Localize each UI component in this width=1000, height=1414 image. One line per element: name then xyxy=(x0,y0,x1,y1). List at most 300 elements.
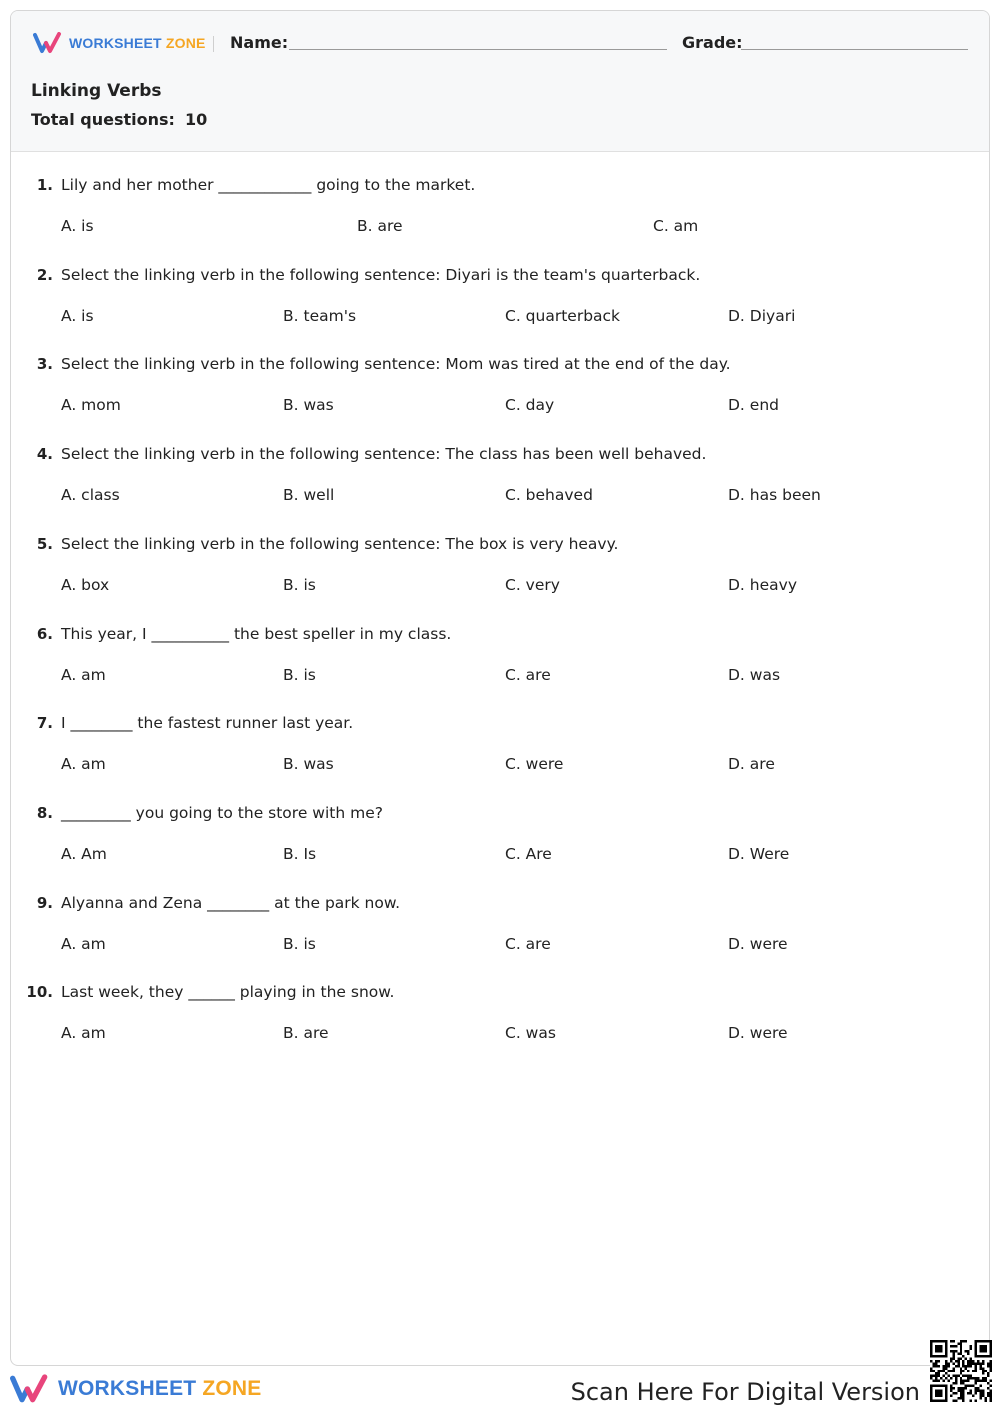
qr-module xyxy=(935,1362,937,1364)
qr-module xyxy=(970,1347,972,1349)
qr-module xyxy=(962,1340,964,1342)
qr-module xyxy=(960,1390,962,1392)
answer-option[interactable]: C. are xyxy=(505,934,551,953)
qr-module xyxy=(977,1387,979,1389)
name-label: Name: xyxy=(230,33,289,52)
qr-module xyxy=(985,1380,987,1382)
qr-module xyxy=(990,1397,992,1399)
question-number: 5. xyxy=(36,534,53,553)
qr-module xyxy=(945,1367,947,1369)
qr-module xyxy=(960,1342,962,1344)
qr-module xyxy=(930,1370,932,1372)
qr-module xyxy=(955,1380,957,1382)
qr-module xyxy=(982,1392,984,1394)
page-footer xyxy=(0,1366,1000,1414)
qr-module xyxy=(982,1390,984,1392)
qr-module xyxy=(932,1370,934,1372)
worksheetzone-logo-icon xyxy=(33,32,63,54)
qr-module xyxy=(950,1377,952,1379)
qr-module xyxy=(982,1395,984,1397)
qr-module xyxy=(972,1395,974,1397)
qr-module xyxy=(935,1365,937,1367)
qr-module xyxy=(967,1380,969,1382)
qr-module xyxy=(990,1400,992,1402)
qr-module xyxy=(970,1385,972,1387)
qr-module xyxy=(985,1370,987,1372)
qr-module xyxy=(952,1367,954,1369)
answer-option[interactable]: D. end xyxy=(728,396,779,415)
answer-option[interactable]: C. very xyxy=(505,575,560,594)
qr-module xyxy=(965,1387,967,1389)
qr-module xyxy=(955,1392,957,1394)
qr-module xyxy=(960,1370,962,1372)
grade-label: Grade: xyxy=(682,33,743,52)
qr-module xyxy=(957,1357,959,1359)
qr-module xyxy=(937,1370,939,1372)
qr-module xyxy=(952,1350,954,1352)
qr-module xyxy=(962,1400,964,1402)
qr-module xyxy=(975,1400,977,1402)
qr-module xyxy=(977,1380,979,1382)
qr-module xyxy=(967,1365,969,1367)
qr-module xyxy=(960,1372,962,1374)
qr-module xyxy=(952,1392,954,1394)
qr-module xyxy=(950,1340,952,1342)
qr-module xyxy=(962,1365,964,1367)
qr-module xyxy=(980,1345,987,1352)
qr-module xyxy=(967,1352,969,1354)
qr-module xyxy=(937,1360,939,1362)
scan-digital-version-text: Scan Here For Digital Version xyxy=(570,1378,920,1406)
answer-option[interactable]: B. Is xyxy=(283,844,317,863)
answer-option[interactable]: C. quarterback xyxy=(505,306,621,325)
qr-module xyxy=(950,1385,952,1387)
qr-module xyxy=(962,1397,964,1399)
question-text: Select the linking verb in the following sentence: Mom was tired at the end of the day. xyxy=(61,355,731,374)
answer-option[interactable]: B. is xyxy=(283,575,316,594)
answer-option[interactable]: D. was xyxy=(728,665,781,684)
qr-module xyxy=(982,1367,984,1369)
qr-module xyxy=(985,1377,987,1379)
qr-module xyxy=(960,1345,962,1347)
qr-module xyxy=(947,1380,949,1382)
qr-module xyxy=(965,1385,967,1387)
qr-module xyxy=(980,1380,982,1382)
qr-module xyxy=(932,1362,934,1364)
qr-module xyxy=(960,1340,962,1342)
qr-module xyxy=(965,1357,967,1359)
qr-module xyxy=(987,1362,989,1364)
answer-option[interactable]: A. is xyxy=(61,217,94,235)
qr-module xyxy=(990,1392,992,1394)
question-item xyxy=(11,799,989,879)
question-item xyxy=(11,889,989,969)
answer-option[interactable]: C. were xyxy=(505,755,564,774)
qr-module xyxy=(980,1395,982,1397)
answer-option[interactable]: C. behaved xyxy=(505,486,593,505)
qr-module xyxy=(952,1370,954,1372)
qr-module xyxy=(990,1367,992,1369)
question-text: Select the linking verb in the following sentence: Diyari is the team's quarterback. xyxy=(61,265,701,284)
qr-module xyxy=(957,1352,959,1354)
worksheetzone-logo-icon xyxy=(10,1374,50,1404)
qr-module xyxy=(935,1360,937,1362)
qr-module xyxy=(977,1377,979,1379)
answer-option[interactable]: A. mom xyxy=(61,396,121,415)
qr-module xyxy=(990,1370,992,1372)
qr-module xyxy=(952,1357,954,1359)
question-number: 2. xyxy=(36,265,53,284)
qr-module xyxy=(950,1370,952,1372)
qr-module xyxy=(945,1365,947,1367)
qr-module xyxy=(952,1387,954,1389)
name-field-line[interactable] xyxy=(289,49,667,50)
qr-module xyxy=(972,1370,974,1372)
qr-module xyxy=(987,1395,989,1397)
qr-module xyxy=(957,1397,959,1399)
qr-module xyxy=(970,1362,972,1364)
qr-module xyxy=(975,1362,977,1364)
qr-module xyxy=(950,1387,952,1389)
qr-module xyxy=(937,1375,939,1377)
qr-module xyxy=(930,1377,932,1379)
qr-module xyxy=(962,1387,964,1389)
qr-module xyxy=(960,1392,962,1394)
qr-module xyxy=(990,1380,992,1382)
question-text: Select the linking verb in the following sentence: The class has been well behaved. xyxy=(61,445,707,464)
answer-option[interactable]: B. are xyxy=(283,1024,329,1043)
qr-module xyxy=(975,1390,977,1392)
qr-module xyxy=(955,1345,957,1347)
qr-module xyxy=(935,1380,937,1382)
answer-option[interactable]: C. was xyxy=(505,1024,556,1043)
answer-option[interactable]: C. Are xyxy=(505,844,552,863)
qr-module xyxy=(977,1360,979,1362)
qr-module xyxy=(940,1370,942,1372)
qr-module xyxy=(960,1350,962,1352)
qr-module xyxy=(980,1390,982,1392)
qr-module xyxy=(977,1390,979,1392)
question-number: 10. xyxy=(26,983,53,1002)
qr-module xyxy=(975,1370,977,1372)
question-item xyxy=(11,709,989,789)
answer-option[interactable]: B. is xyxy=(283,934,316,953)
qr-module xyxy=(970,1357,972,1359)
qr-module xyxy=(975,1380,977,1382)
qr-module xyxy=(972,1362,974,1364)
qr-module xyxy=(955,1350,957,1352)
total-questions-label: Total questions: xyxy=(31,110,175,129)
worksheet-header xyxy=(11,11,989,152)
question-text: Lily and her mother ____________ going to the market. xyxy=(61,176,476,194)
qr-module xyxy=(947,1370,949,1372)
answer-option[interactable]: B. team's xyxy=(283,306,357,325)
qr-module xyxy=(965,1365,967,1367)
answer-option[interactable]: D. has been xyxy=(728,486,821,505)
qr-module xyxy=(932,1375,934,1377)
qr-module xyxy=(935,1375,937,1377)
qr-module xyxy=(952,1352,954,1354)
brand-logo xyxy=(33,32,206,54)
question-number: 3. xyxy=(36,355,53,374)
qr-module xyxy=(987,1375,989,1377)
qr-module xyxy=(982,1362,984,1364)
qr-module xyxy=(952,1355,954,1357)
qr-module xyxy=(967,1385,969,1387)
qr-module xyxy=(962,1360,964,1362)
qr-module xyxy=(957,1360,959,1362)
answer-option[interactable]: A. am xyxy=(61,1024,106,1043)
qr-module xyxy=(970,1390,972,1392)
qr-module xyxy=(935,1345,942,1352)
qr-module xyxy=(967,1370,969,1372)
question-number: 9. xyxy=(36,893,53,912)
qr-module xyxy=(967,1375,969,1377)
qr-module xyxy=(962,1395,964,1397)
qr-module xyxy=(947,1375,949,1377)
answer-option[interactable]: D. Diyari xyxy=(728,306,796,325)
question-text: I ________ the fastest runner last year. xyxy=(61,714,354,733)
question-item xyxy=(11,261,989,341)
qr-module xyxy=(962,1380,964,1382)
qr-module xyxy=(985,1400,987,1402)
qr-module xyxy=(990,1362,992,1364)
qr-module xyxy=(952,1382,954,1384)
qr-module xyxy=(957,1375,959,1377)
qr-module xyxy=(957,1362,959,1364)
qr-module xyxy=(962,1382,964,1384)
qr-module xyxy=(970,1392,972,1394)
qr-module xyxy=(932,1365,934,1367)
answer-option[interactable]: A. am xyxy=(61,934,106,953)
answer-option[interactable]: B. was xyxy=(283,396,334,415)
qr-module xyxy=(975,1392,977,1394)
qr-module xyxy=(975,1365,977,1367)
qr-module xyxy=(970,1377,972,1379)
qr-module xyxy=(960,1395,962,1397)
qr-module xyxy=(952,1340,954,1342)
qr-module xyxy=(965,1380,967,1382)
qr-module xyxy=(935,1372,937,1374)
qr-module xyxy=(975,1377,977,1379)
question-item xyxy=(11,620,989,700)
answer-option[interactable]: A. is xyxy=(61,306,94,325)
qr-module xyxy=(930,1360,932,1362)
qr-module xyxy=(952,1345,954,1347)
qr-module xyxy=(977,1362,979,1364)
qr-module xyxy=(955,1400,957,1402)
qr-module xyxy=(960,1387,962,1389)
qr-module xyxy=(987,1387,989,1389)
question-number: 1. xyxy=(36,176,53,194)
question-text: Alyanna and Zena ________ at the park now. xyxy=(61,893,401,912)
qr-module xyxy=(932,1380,934,1382)
qr-module xyxy=(965,1367,967,1369)
answer-option[interactable]: A. am xyxy=(61,755,106,774)
answer-option[interactable]: D. heavy xyxy=(728,575,797,594)
qr-module xyxy=(967,1362,969,1364)
qr-module xyxy=(952,1400,954,1402)
qr-module xyxy=(990,1360,992,1362)
answer-option[interactable]: A. Am xyxy=(61,844,107,863)
qr-module xyxy=(990,1395,992,1397)
qr-module xyxy=(930,1375,932,1377)
answer-option[interactable]: B. well xyxy=(283,486,335,505)
qr-module xyxy=(942,1375,944,1377)
qr-module xyxy=(960,1397,962,1399)
answer-option[interactable]: B. are xyxy=(357,217,403,235)
qr-module xyxy=(937,1380,939,1382)
qr-module xyxy=(950,1390,952,1392)
qr-module xyxy=(957,1342,959,1344)
answer-option[interactable]: A. class xyxy=(61,486,120,505)
qr-module xyxy=(962,1355,964,1357)
qr-module xyxy=(950,1360,952,1362)
question-number: 8. xyxy=(36,803,53,822)
qr-module xyxy=(960,1377,962,1379)
qr-module xyxy=(937,1365,939,1367)
qr-module xyxy=(947,1365,949,1367)
qr-module xyxy=(987,1392,989,1394)
qr-module xyxy=(962,1362,964,1364)
qr-module xyxy=(937,1372,939,1374)
answer-option[interactable]: A. am xyxy=(61,665,106,684)
qr-module xyxy=(987,1382,989,1384)
question-item xyxy=(11,978,989,1058)
qr-module xyxy=(960,1347,962,1349)
answer-option[interactable]: A. box xyxy=(61,575,110,594)
qr-module xyxy=(940,1377,942,1379)
qr-module xyxy=(962,1375,964,1377)
qr-module xyxy=(955,1365,957,1367)
qr-module xyxy=(957,1387,959,1389)
qr-code-icon[interactable] xyxy=(930,1340,992,1402)
question-text: This year, I __________ the best speller in my class. xyxy=(61,624,452,643)
qr-module xyxy=(952,1375,954,1377)
question-text: Last week, they ______ playing in the snow. xyxy=(61,983,395,1002)
qr-module xyxy=(962,1390,964,1392)
qr-module xyxy=(935,1377,937,1379)
question-number: 6. xyxy=(36,624,53,643)
question-number: 7. xyxy=(36,714,53,733)
total-questions xyxy=(31,110,207,129)
qr-module xyxy=(970,1400,972,1402)
worksheet-title: Linking Verbs xyxy=(31,81,162,101)
qr-module xyxy=(930,1367,932,1369)
qr-module xyxy=(970,1360,972,1362)
qr-module xyxy=(952,1362,954,1364)
qr-module xyxy=(972,1385,974,1387)
qr-module xyxy=(955,1360,957,1362)
qr-module xyxy=(965,1350,967,1352)
qr-module xyxy=(950,1345,952,1347)
qr-module xyxy=(962,1392,964,1394)
answer-option[interactable]: B. was xyxy=(283,755,334,774)
qr-module xyxy=(942,1380,944,1382)
qr-module xyxy=(945,1372,947,1374)
qr-module xyxy=(970,1365,972,1367)
question-number: 4. xyxy=(36,445,53,464)
qr-module xyxy=(970,1345,972,1347)
qr-module xyxy=(990,1365,992,1367)
answer-option[interactable]: C. are xyxy=(505,665,551,684)
question-item xyxy=(11,171,989,251)
qr-module xyxy=(975,1367,977,1369)
qr-module xyxy=(965,1340,967,1342)
qr-module xyxy=(982,1372,984,1374)
qr-module xyxy=(980,1397,982,1399)
question-text: Select the linking verb in the following sentence: The box is very heavy. xyxy=(61,534,619,553)
qr-module xyxy=(972,1377,974,1379)
qr-module xyxy=(980,1392,982,1394)
qr-module xyxy=(942,1367,944,1369)
qr-module xyxy=(950,1350,952,1352)
total-questions-count: 10 xyxy=(184,110,208,129)
question-text: _________ you going to the store with me? xyxy=(61,803,383,822)
qr-module xyxy=(975,1382,977,1384)
answer-option[interactable]: D. were xyxy=(728,934,788,953)
qr-module xyxy=(975,1387,977,1389)
worksheet-page xyxy=(10,10,990,1366)
qr-module xyxy=(950,1357,952,1359)
qr-module xyxy=(955,1375,957,1377)
qr-module xyxy=(957,1390,959,1392)
qr-module xyxy=(990,1385,992,1387)
answer-option[interactable]: D. were xyxy=(728,1024,788,1043)
qr-module xyxy=(980,1362,982,1364)
qr-module xyxy=(962,1370,964,1372)
grade-field-line[interactable] xyxy=(741,49,968,50)
qr-module xyxy=(972,1360,974,1362)
answer-option[interactable]: D. are xyxy=(728,755,775,774)
question-item xyxy=(11,350,989,430)
qr-module xyxy=(967,1392,969,1394)
qr-module xyxy=(980,1367,982,1369)
qr-module xyxy=(987,1365,989,1367)
qr-module xyxy=(985,1397,987,1399)
qr-module xyxy=(960,1367,962,1369)
qr-module xyxy=(980,1365,982,1367)
qr-module xyxy=(970,1375,972,1377)
qr-module xyxy=(942,1365,944,1367)
qr-module xyxy=(935,1390,942,1397)
answer-option[interactable]: C. day xyxy=(505,396,555,415)
qr-module xyxy=(960,1380,962,1382)
qr-module xyxy=(982,1370,984,1372)
qr-module xyxy=(945,1377,947,1379)
brand-name: WORKSHEET ZONE xyxy=(69,35,206,51)
answer-option[interactable]: D. Were xyxy=(728,844,790,863)
qr-module xyxy=(967,1350,969,1352)
qr-module xyxy=(950,1395,952,1397)
qr-module xyxy=(960,1382,962,1384)
answer-option[interactable]: B. is xyxy=(283,665,316,684)
qr-module xyxy=(957,1365,959,1367)
footer-brand-logo xyxy=(10,1374,262,1404)
qr-module xyxy=(945,1362,947,1364)
qr-module xyxy=(945,1360,947,1362)
question-item xyxy=(11,530,989,610)
qr-module xyxy=(942,1370,944,1372)
qr-module xyxy=(980,1385,982,1387)
qr-module xyxy=(987,1372,989,1374)
qr-module xyxy=(960,1357,962,1359)
qr-module xyxy=(947,1362,949,1364)
qr-module xyxy=(967,1360,969,1362)
answer-option[interactable]: C. am xyxy=(653,217,699,235)
qr-module xyxy=(955,1382,957,1384)
qr-module xyxy=(965,1375,967,1377)
